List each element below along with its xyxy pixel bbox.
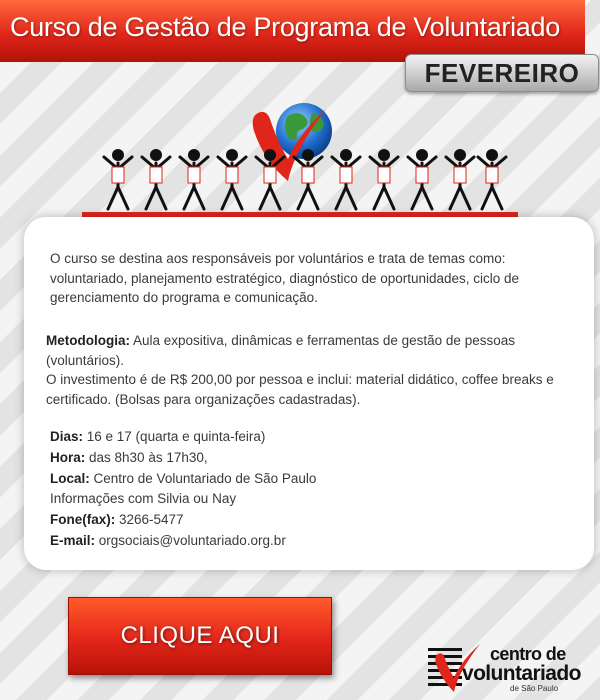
detail-fone [50, 510, 550, 531]
detail-local [50, 469, 550, 490]
month-tab [405, 54, 599, 92]
fone-value: 3266-5477 [115, 512, 184, 528]
globe-checkmark-people-icon [82, 95, 518, 220]
page-title: Curso de Gestão de Programa de Voluntariado [10, 12, 560, 42]
logo-line3: de São Paulo [510, 684, 559, 693]
content-card [24, 217, 594, 570]
fone-label: Fone(fax): [50, 512, 116, 528]
centro-voluntariado-logo [426, 642, 594, 698]
dias-label: Dias: [50, 429, 84, 444]
detail-informacoes: Informações com Silvia ou Nay [50, 491, 237, 507]
course-details [50, 427, 550, 552]
hora-label: Hora: [50, 449, 86, 465]
intro-text: O curso se destina aos responsáveis por voluntários e trata de temas como: voluntariado, planejamento estratégico, diagnóstico de oportunidades, ciclo de gerenciamento do programa e comunicação. [50, 251, 520, 305]
metodologia-label: Metodologia: [46, 333, 130, 348]
month-label: FEVEREIRO [424, 58, 580, 88]
logo-line2: voluntariado [462, 662, 581, 685]
email-value[interactable]: orgsociais@voluntariado.org.br [95, 532, 286, 548]
dias-value: 16 e 17 (quarta e quinta-feira) [83, 429, 266, 444]
investimento-text: O investimento é de R$ 200,00 por pessoa e inclui: material didático, coffee breaks e certificado. (Bolsas para organizações cadastradas). [46, 372, 554, 407]
hora-value: das 8h30 às 17h30, [85, 449, 208, 465]
logo-line1: centro de [490, 644, 566, 664]
header-banner [0, 0, 585, 62]
detail-dias [50, 427, 550, 448]
metodologia-text: Aula expositiva, dinâmicas e ferramentas de gestão de pessoas (voluntários). [46, 333, 515, 368]
methodology-block [46, 331, 566, 409]
local-value: Centro de Voluntariado de São Paulo [89, 470, 317, 486]
local-label: Local: [50, 470, 90, 486]
detail-hora [50, 448, 550, 469]
email-label: E-mail: [50, 532, 96, 548]
detail-email [50, 531, 550, 552]
cta-label: CLIQUE AQUI [120, 622, 280, 649]
clique-aqui-button[interactable] [68, 597, 332, 675]
